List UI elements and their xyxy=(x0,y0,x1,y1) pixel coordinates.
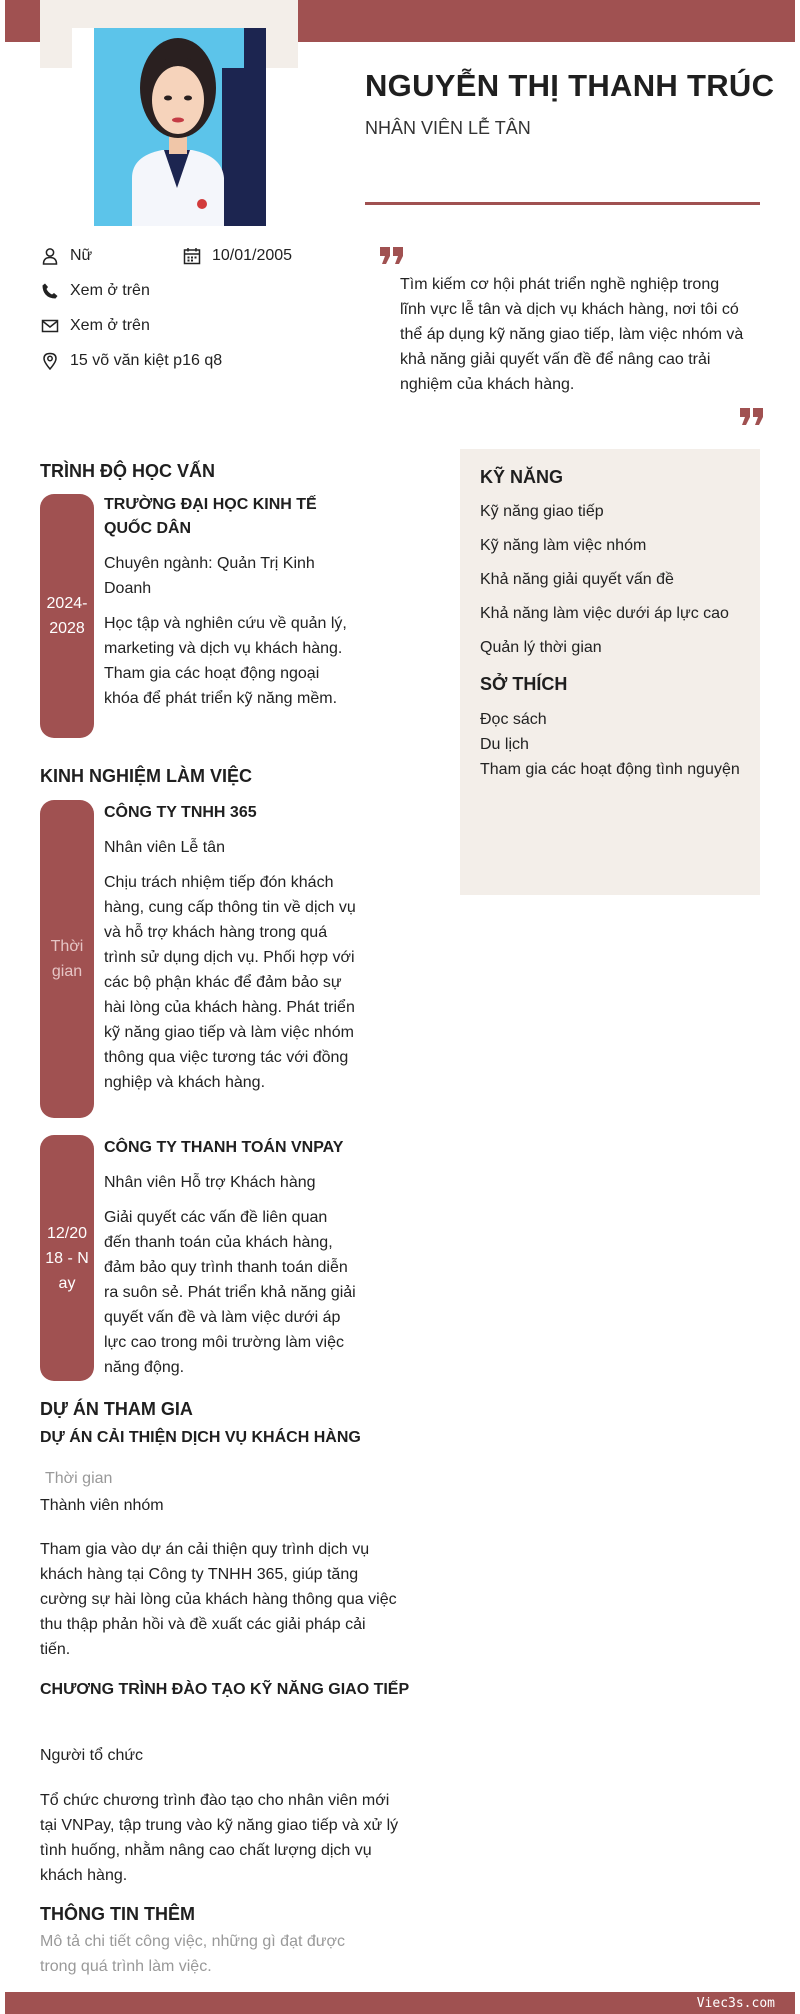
job-role-2: Nhân viên Hỗ trợ Khách hàng xyxy=(104,1174,316,1191)
phone-icon xyxy=(40,281,60,301)
education-entry xyxy=(104,493,356,711)
project-role-2: Người tổ chức xyxy=(40,1747,144,1764)
skill-item: Kỹ năng giao tiếp xyxy=(480,503,604,520)
experience-entry-1 xyxy=(104,801,356,1095)
project-role-1: Thành viên nhóm xyxy=(40,1497,164,1514)
location-pin-icon xyxy=(40,351,60,371)
project-name-1: DỰ ÁN CẢI THIỆN DỊCH VỤ KHÁCH HÀNG xyxy=(40,1429,361,1446)
project-description-1: Tham gia vào dự án cải thiện quy trình dịch vụ khách hàng tại Công ty TNHH 365, giúp tăng cường sự hài lòng của khách hàng thông qua việc thu thập phản hồi và đề xuất các giải pháp cải tiến. xyxy=(40,1541,397,1658)
education-period: 2024-2028 xyxy=(46,595,88,637)
skills-heading: KỸ NĂNG xyxy=(480,467,564,487)
phone-info xyxy=(40,281,150,301)
project-description-2: Tổ chức chương trình đào tạo cho nhân viên mới tại VNPay, tập trung vào kỹ năng giao tiếp và xử lý tình huống, nhằm nâng cao chất lượng dịch vụ khách hàng. xyxy=(40,1792,399,1884)
education-period-badge xyxy=(40,494,94,738)
brand-watermark: Viec3s.com xyxy=(696,1996,775,2011)
address-info xyxy=(40,351,222,371)
experience-heading: KINH NGHIỆM LÀM VIỆC xyxy=(40,766,253,786)
email-info xyxy=(40,316,150,336)
person-icon xyxy=(40,246,60,266)
dob-value: 10/01/2005 xyxy=(212,247,293,264)
hobby-item: Đọc sách xyxy=(480,711,547,728)
candidate-title: NHÂN VIÊN LỄ TÂN xyxy=(365,118,531,138)
company-name-1: CÔNG TY TNHH 365 xyxy=(104,804,257,821)
project-name-2: CHƯƠNG TRÌNH ĐÀO TẠO KỸ NĂNG GIAO TIẾP xyxy=(40,1681,410,1698)
job-description-2: Giải quyết các vấn đề liên quan đến thanh toán của khách hàng, đảm bảo quy trình thanh toán diễn ra suôn sẻ. Phát triển khả năng giải quyết vấn đề và làm việc dưới áp lực cao trong môi trường làm việc năng động. xyxy=(104,1209,356,1376)
school-name: TRƯỜNG ĐẠI HỌC KINH TẾ QUỐC DÂN xyxy=(104,496,317,537)
calendar-icon xyxy=(182,246,202,266)
job-role-1: Nhân viên Lễ tân xyxy=(104,839,225,856)
quote-open-icon xyxy=(380,247,404,270)
experience-period-1: Thời gian xyxy=(50,938,84,980)
projects-heading: DỰ ÁN THAM GIA xyxy=(40,1399,193,1419)
address-value: 15 võ văn kiệt p16 q8 xyxy=(70,352,223,369)
job-description-1: Chịu trách nhiệm tiếp đón khách hàng, cung cấp thông tin về dịch vụ và hỗ trợ khách hàng trong quá trình sử dụng dịch vụ. Phối hợp với các bộ phận khác để đảm bảo sự hài lòng của khách hàng. Phát triển kỹ năng giao tiếp và làm việc nhóm thông qua việc tương tác với đồng nghiệp và khách hàng. xyxy=(104,874,356,1091)
phone-value: Xem ở trên xyxy=(70,282,150,299)
hobby-item: Tham gia các hoạt động tình nguyện xyxy=(480,761,740,778)
school-major: Chuyên ngành: Quản Trị Kinh Doanh xyxy=(104,555,315,597)
education-heading: TRÌNH ĐỘ HỌC VẤN xyxy=(40,461,215,481)
mail-icon xyxy=(40,316,60,336)
quote-close-icon xyxy=(740,408,764,431)
career-objective: Tìm kiếm cơ hội phát triển nghề nghiệp trong lĩnh vực lễ tân và dịch vụ khách hàng, nơi tôi có thể áp dụng kỹ năng giao tiếp, làm việc nhóm và khả năng giải quyết vấn đề để nâng cao trải nghiệm của khách hàng. xyxy=(400,276,744,393)
hobbies-heading: SỞ THÍCH xyxy=(480,674,568,694)
skills-hobbies-panel xyxy=(460,449,760,895)
extra-info-heading: THÔNG TIN THÊM xyxy=(40,1904,195,1924)
skill-item: Khả năng làm việc dưới áp lực cao xyxy=(480,605,729,622)
experience-period-2: 12/2018 - Nay xyxy=(45,1224,89,1292)
company-name-2: CÔNG TY THANH TOÁN VNPAY xyxy=(104,1139,344,1156)
skill-item: Quản lý thời gian xyxy=(480,639,602,656)
experience-period-badge-1 xyxy=(40,800,94,1118)
title-divider xyxy=(365,202,760,205)
project-time-1: Thời gian xyxy=(45,1470,113,1487)
experience-entry-2 xyxy=(104,1136,356,1380)
gender-value: Nữ xyxy=(70,247,93,264)
dob-info xyxy=(182,246,292,266)
skill-item: Khả năng giải quyết vấn đề xyxy=(480,571,674,588)
email-value: Xem ở trên xyxy=(70,317,150,334)
candidate-name: NGUYỄN THỊ THANH TRÚC xyxy=(365,68,775,103)
hobby-item: Du lịch xyxy=(480,736,529,753)
profile-photo xyxy=(72,28,266,226)
extra-info-placeholder: Mô tả chi tiết công việc, những gì đạt được trong quá trình làm việc. xyxy=(40,1933,345,1975)
experience-period-badge-2 xyxy=(40,1135,94,1381)
education-description: Học tập và nghiên cứu về quản lý, marketing và dịch vụ khách hàng. Tham gia các hoạt động ngoại khóa để phát triển kỹ năng mềm. xyxy=(104,615,347,707)
skill-item: Kỹ năng làm việc nhóm xyxy=(480,537,647,554)
footer-bar xyxy=(5,1992,795,2014)
gender-info xyxy=(40,246,92,266)
